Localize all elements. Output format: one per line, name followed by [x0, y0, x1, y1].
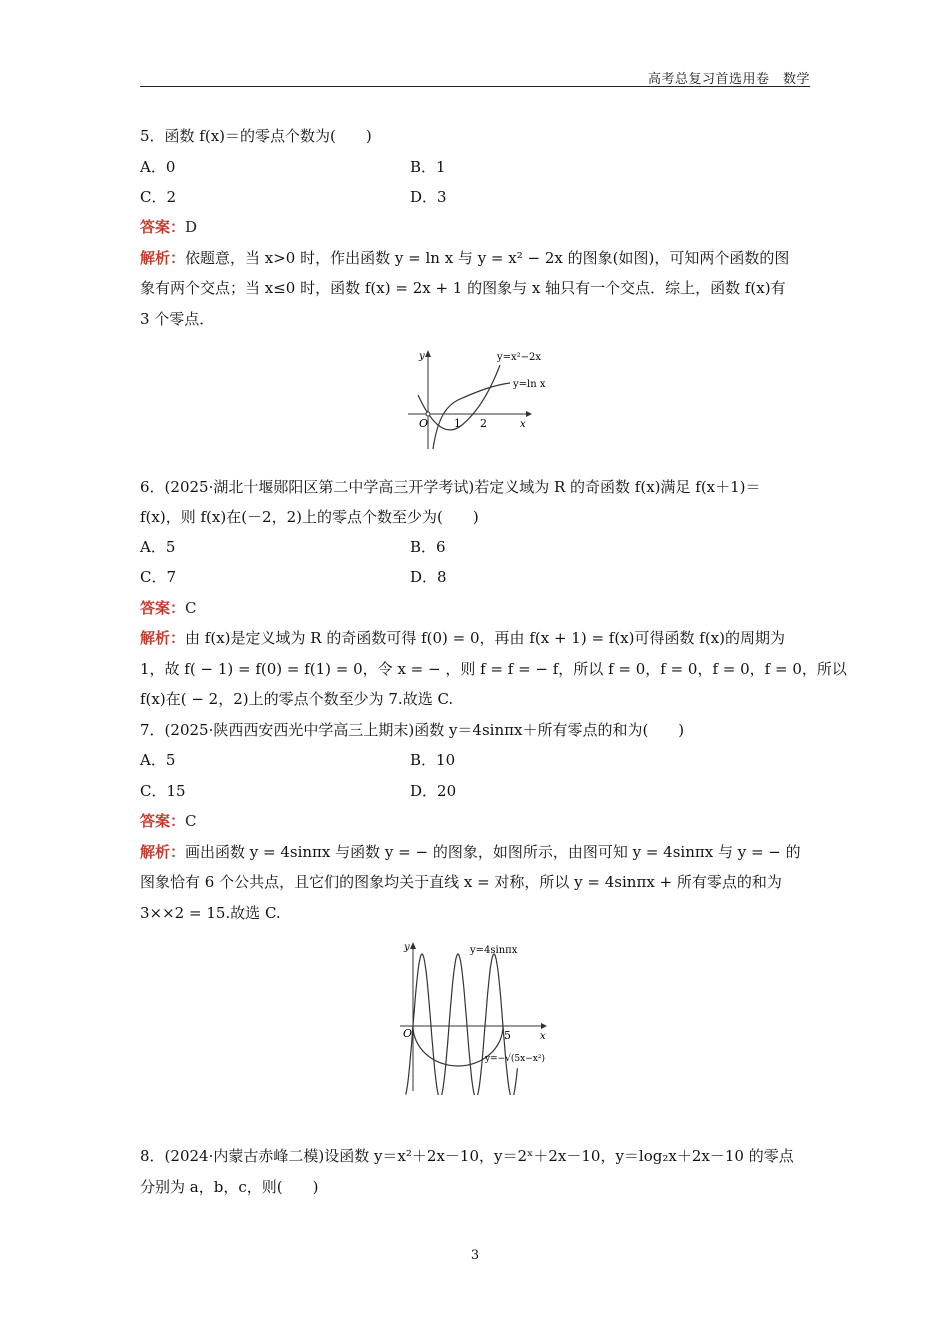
q5-answer-label: 答案：	[140, 218, 186, 236]
q5-analysis-line-2: 象有两个交点；当 x≤0 时，函数 f(x) = 2x + 1 的图象与 x 轴只有一个交点．综上，函数 f(x)有	[140, 279, 786, 297]
q7-analysis-text-1: 画出函数 y = 4sinπx 与函数 y = − 的图象，如图所示，由图可知 y = 4sinπx 与 y = − 的	[185, 843, 801, 861]
q5-option-b: B．1	[410, 158, 446, 176]
q7-origin-label: O	[403, 1027, 413, 1040]
q5-analysis-line-3: 3 个零点．	[140, 310, 215, 328]
q5-option-d: D．3	[410, 188, 447, 206]
q7-analysis-label: 解析：	[140, 843, 186, 861]
q6-answer-label: 答案：	[140, 599, 186, 617]
q6-option-d: D．8	[410, 568, 447, 586]
q5-origin-point	[426, 412, 430, 416]
q6-analysis-line-2: 1，故 f( − 1) = f(0) = f(1) = 0，令 x = − ，则 f = f = − f，所以 f = 0，f = 0，f = 0，f = 0，所以	[140, 660, 847, 678]
q6-stem-line-1: 6．(2025·湖北十堰郧阳区第二中学高三开学考试)若定义域为 R 的奇函数 f(x)满足 f(x＋1)＝	[140, 478, 761, 496]
q5-tick-1: 1	[454, 417, 461, 430]
q6-option-c: C．7	[140, 568, 177, 586]
q6-analysis-text-1: 由 f(x)是定义域为 R 的奇函数可得 f(0) = 0，再由 f(x + 1) = f(x)可得函数 f(x)的周期为	[185, 629, 785, 647]
q5-x-arrow	[526, 411, 532, 417]
q5-analysis-label: 解析：	[140, 249, 186, 267]
q6-analysis-line-3: f(x)在( − 2，2)上的零点个数至少为 7.故选 C.	[140, 690, 454, 708]
q7-figure	[395, 935, 560, 1095]
q7-tick-5: 5	[504, 1029, 511, 1042]
q7-y-arrow	[410, 942, 416, 949]
q7-option-c: C．15	[140, 782, 186, 800]
q5-answer	[140, 217, 810, 237]
q7-curve2-label: y=−√(5x−x²)	[485, 1054, 545, 1064]
q5-x-label: x	[520, 419, 526, 430]
q7-answer-value: C	[185, 812, 197, 830]
q5-answer-value: D	[185, 218, 198, 236]
q5-stem: 5．函数 f(x)＝的零点个数为( )	[140, 127, 372, 145]
q7-x-arrow	[541, 1023, 547, 1029]
q8-stem-line-1: 8．(2024·内蒙古赤峰二模)设函数 y＝x²＋2x－10，y＝2ˣ＋2x－10，y＝log₂x＋2x－10 的零点	[140, 1147, 794, 1165]
q7-answer	[140, 811, 810, 831]
q5-curve2-label: y=ln x	[513, 379, 546, 390]
q5-analysis-text-1: 依题意，当 x>0 时，作出函数 y = ln x 与 y = x² − 2x 的图象(如图)，可知两个函数的图	[185, 249, 790, 267]
page-header: 高考总复习首选用卷 数学	[647, 72, 810, 87]
q6-option-a: A．5	[140, 538, 176, 556]
page-number: 3	[470, 1248, 480, 1263]
q6-option-b: B．6	[410, 538, 446, 556]
q7-x-label: x	[540, 1031, 546, 1042]
q6-answer-value: C	[185, 599, 197, 617]
q7-y-label: y	[404, 942, 410, 953]
q5-curve1-label: y=x²−2x	[497, 352, 542, 363]
q7-option-b: B．10	[410, 751, 456, 769]
q8-stem-line-2: 分别为 a，b，c，则( )	[140, 1178, 319, 1196]
q6-analysis-label: 解析：	[140, 629, 186, 647]
q6-stem-line-2: f(x)，则 f(x)在(－2，2)上的零点个数至少为( )	[140, 508, 479, 526]
q5-option-c: C．2	[140, 188, 177, 206]
q7-analysis-line-3: 3××2 = 15.故选 C.	[140, 904, 281, 922]
q5-option-a: A．0	[140, 158, 176, 176]
q7-option-d: D．20	[410, 782, 457, 800]
q7-sine-curve	[406, 954, 518, 1095]
q5-y-label: y	[419, 351, 425, 362]
q6-answer	[140, 598, 810, 618]
q5-figure	[400, 345, 560, 455]
header-rule	[140, 86, 810, 87]
q7-curve1-label: y=4sinπx	[470, 945, 518, 956]
q5-tick-2: 2	[480, 417, 487, 430]
q7-option-a: A．5	[140, 751, 176, 769]
q7-answer-label: 答案：	[140, 812, 186, 830]
q7-stem: 7．(2025·陕西西安西光中学高三上期末)函数 y＝4sinπx＋所有零点的和为( )	[140, 721, 685, 739]
q6-analysis-line-1	[140, 628, 810, 648]
q7-analysis-line-1	[140, 842, 810, 862]
q7-analysis-line-2: 图象恰有 6 个公共点，且它们的图象均关于直线 x = 对称，所以 y = 4sinπx + 所有零点的和为	[140, 873, 782, 891]
q5-y-arrow	[425, 350, 431, 357]
q5-origin-label: O	[419, 417, 429, 430]
q5-analysis-line-1	[140, 248, 810, 268]
